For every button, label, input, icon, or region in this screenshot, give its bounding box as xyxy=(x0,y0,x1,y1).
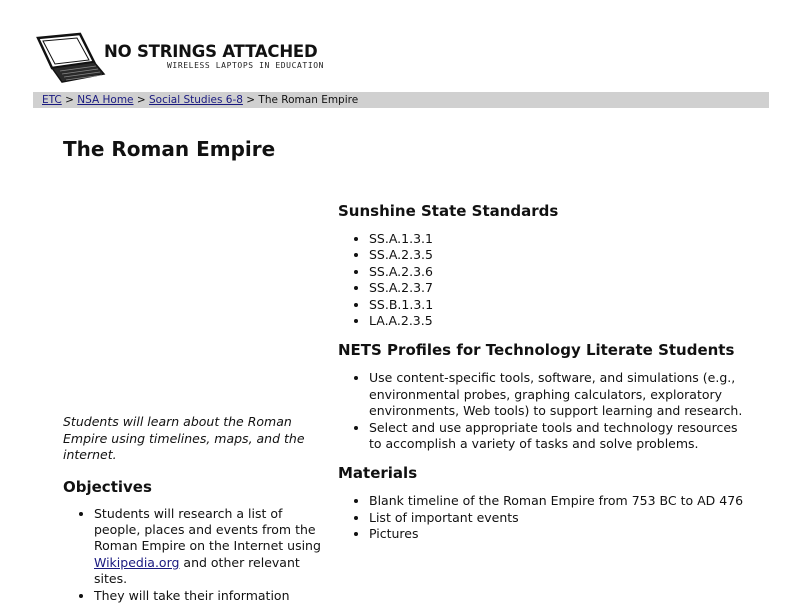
standards-list xyxy=(338,231,748,329)
list-item: • List of important events xyxy=(369,510,748,526)
page-title: The Roman Empire xyxy=(63,137,276,161)
list-item: • Select and use appropriate tools and technology resources to accomplish a variety of tasks and solve problems. xyxy=(369,420,748,453)
objectives-list xyxy=(63,506,323,604)
list-item: • SS.A.2.3.5 xyxy=(369,247,748,263)
list-item: • LA.A.2.3.5 xyxy=(369,313,748,329)
list-item: • They will take their information xyxy=(94,588,323,604)
wikipedia-link[interactable]: Wikipedia.org xyxy=(94,554,180,570)
list-item: • Use content-specific tools, software, and simulations (e.g., environmental probes, graphing calculators, exploratory environments, Web tools) to support learning and research. xyxy=(369,370,748,419)
laptop-icon xyxy=(34,32,106,86)
breadcrumb-link-social-studies[interactable]: Social Studies 6-8 xyxy=(149,94,243,106)
standards-heading: Sunshine State Standards xyxy=(338,202,559,220)
objective-text: Students will research a list of people, places and events from the Roman Empire on the Internet using xyxy=(94,505,321,554)
site-tagline: WIRELESS LAPTOPS IN EDUCATION xyxy=(167,61,325,70)
breadcrumb-link-nsa-home[interactable]: NSA Home xyxy=(77,94,134,106)
list-item: • Blank timeline of the Roman Empire from 753 BC to AD 476 xyxy=(369,493,748,509)
nets-heading: NETS Profiles for Technology Literate Students xyxy=(338,341,735,360)
right-column xyxy=(338,202,748,555)
list-item: • Pictures xyxy=(369,526,748,542)
breadcrumb-separator: > xyxy=(246,94,256,106)
lesson-summary: Students will learn about the Roman Empire using timelines, maps, and the internet. xyxy=(63,414,305,462)
breadcrumb-link-etc[interactable]: ETC xyxy=(42,94,62,106)
list-item: • SS.A.1.3.1 xyxy=(369,231,748,247)
site-title: NO STRINGS ATTACHED xyxy=(104,42,318,61)
materials-list xyxy=(338,493,748,542)
list-item xyxy=(94,506,323,588)
objective-text: and other relevant sites. xyxy=(94,554,300,587)
list-item: • SS.A.2.3.7 xyxy=(369,280,748,296)
site-header xyxy=(34,32,334,88)
breadcrumb xyxy=(33,92,769,108)
breadcrumb-separator: > xyxy=(136,94,146,106)
list-item: • SS.B.1.3.1 xyxy=(369,297,748,313)
left-column xyxy=(63,414,323,616)
materials-heading: Materials xyxy=(338,464,418,483)
objectives-heading: Objectives xyxy=(63,477,152,496)
breadcrumb-separator: > xyxy=(65,94,74,106)
nets-list xyxy=(338,370,748,452)
list-item: • SS.A.2.3.6 xyxy=(369,264,748,280)
breadcrumb-current: The Roman Empire xyxy=(258,94,359,106)
